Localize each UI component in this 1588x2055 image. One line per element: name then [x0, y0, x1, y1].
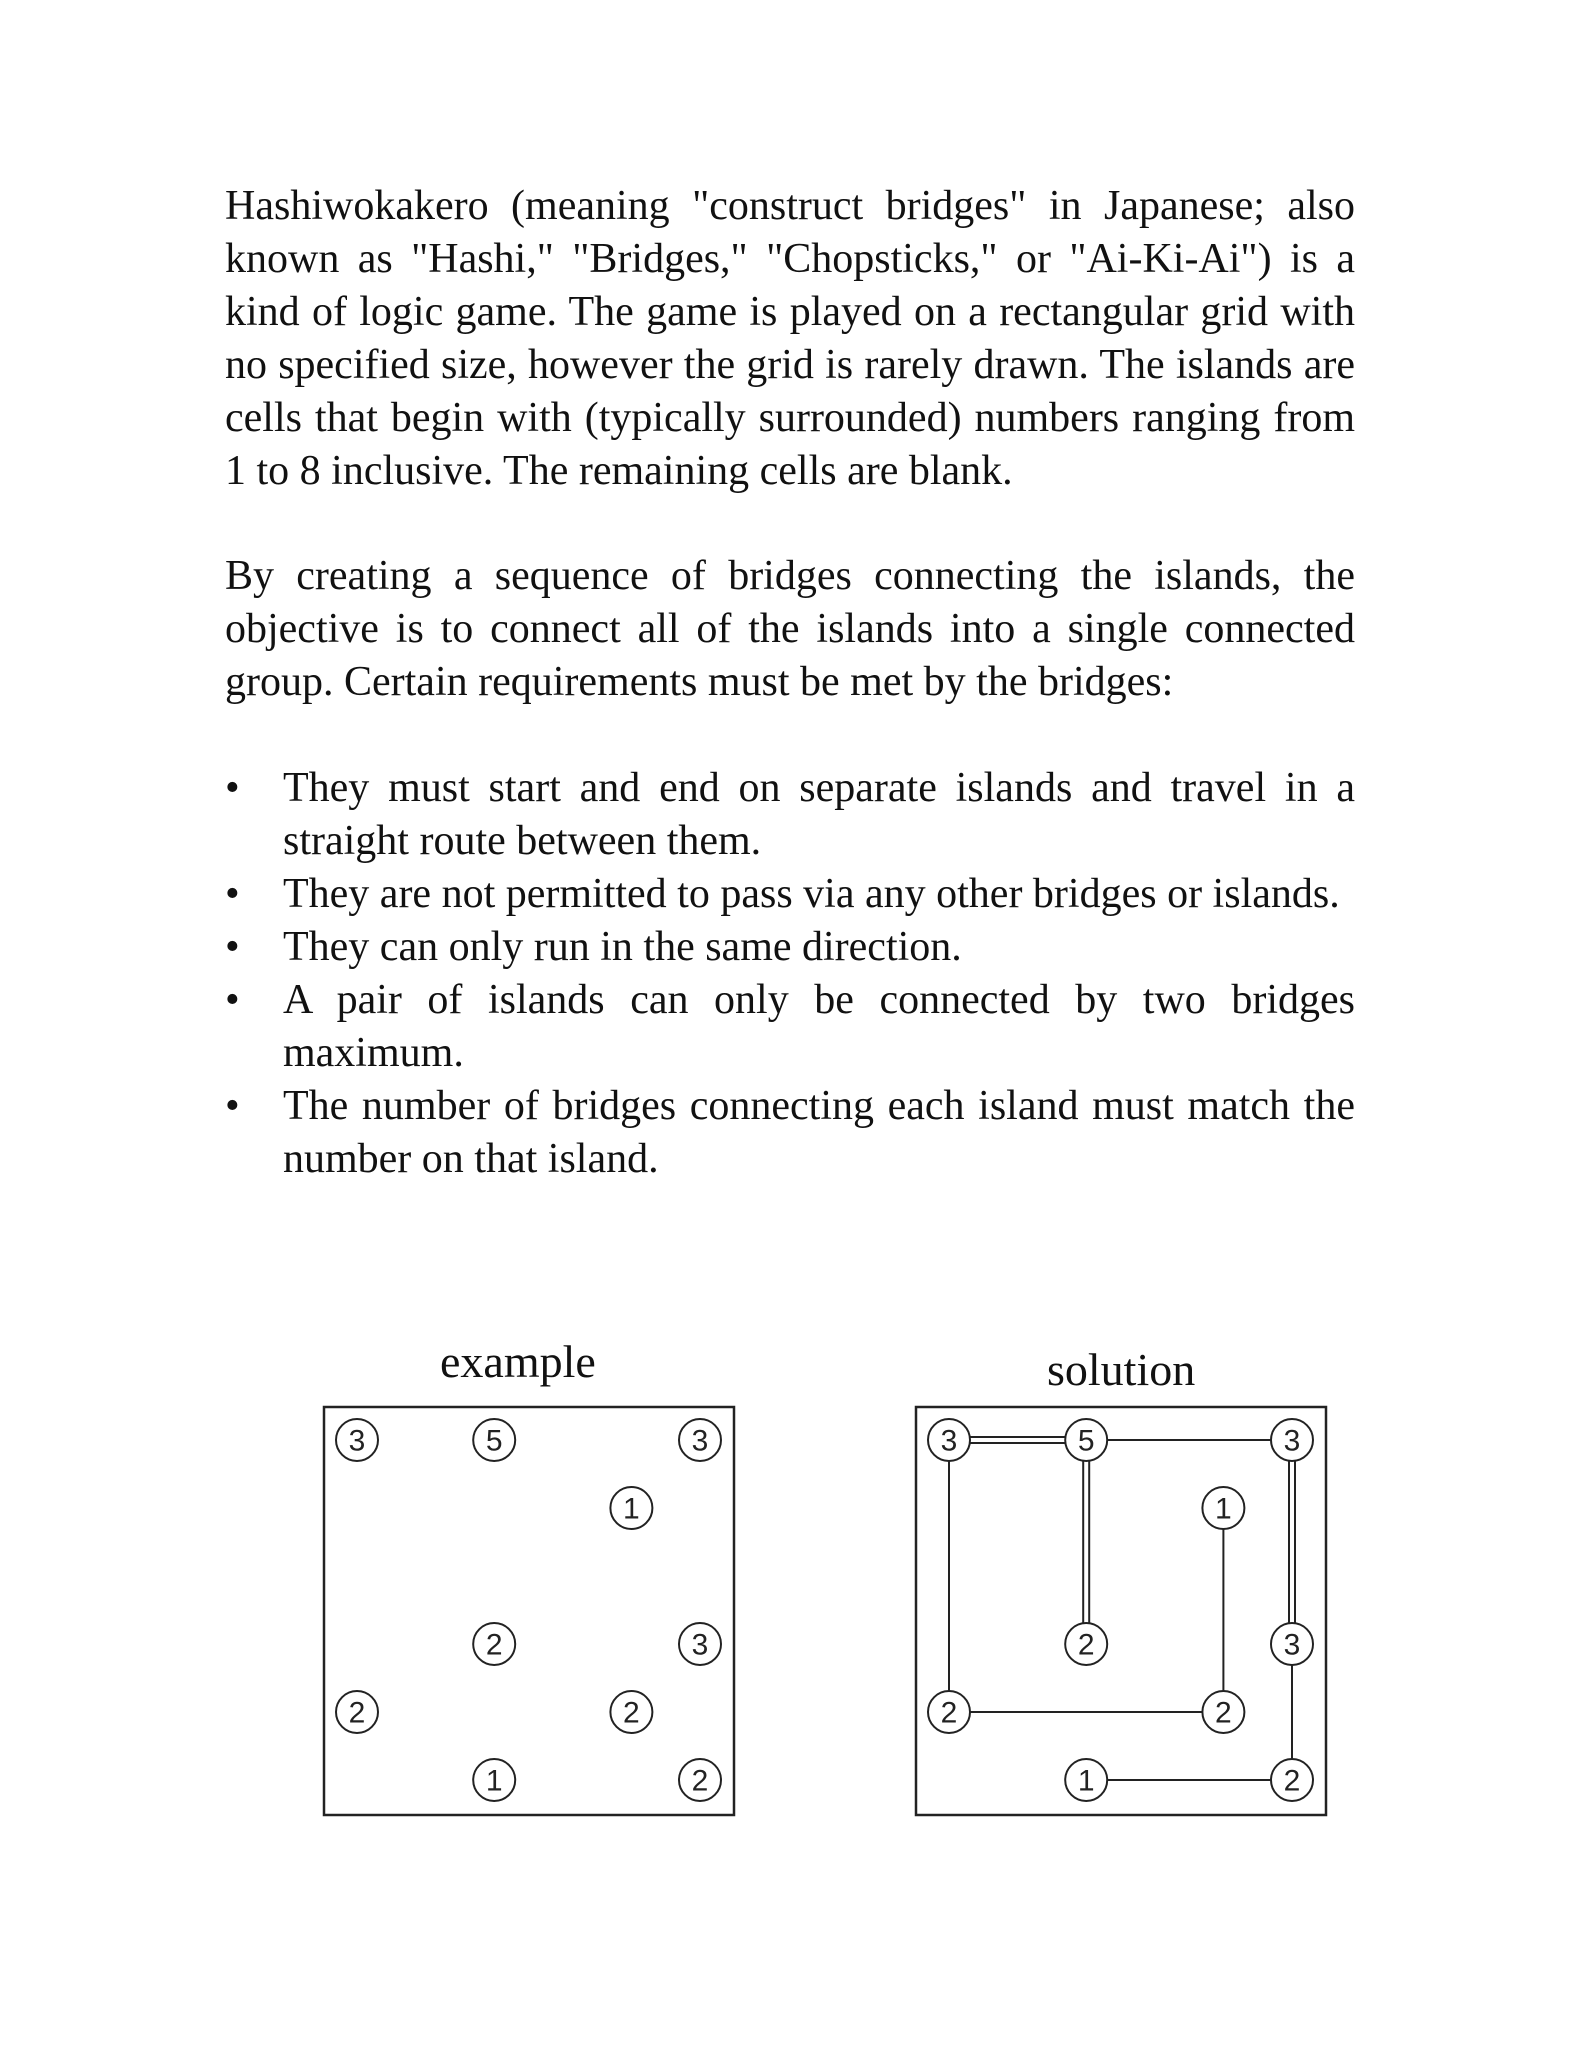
example-island-number: 2: [485, 1628, 503, 1662]
solution-island-3: [1271, 1419, 1313, 1461]
rule-item: [225, 921, 1355, 974]
solution-island-2: [1202, 1691, 1244, 1733]
solution-island-number: 3: [1283, 1628, 1301, 1662]
solution-island-3: [928, 1419, 970, 1461]
rule-text: The number of bridges connecting each island must match the number on that island.: [283, 1083, 1355, 1182]
example-island-number: 1: [485, 1764, 503, 1798]
example-island-number: 2: [623, 1696, 640, 1730]
solution-island-number: 1: [1077, 1764, 1095, 1798]
rule-text: A pair of islands can only be connected by two bridges maximum.: [283, 977, 1355, 1076]
example-island-number: 3: [691, 1424, 709, 1458]
rule-item: [225, 974, 1355, 1080]
example-island-2: [610, 1691, 652, 1733]
solution-island-1: [1065, 1759, 1107, 1801]
example-board-frame: [324, 1407, 734, 1815]
bullet-icon: •: [225, 871, 240, 917]
example-island-number: 3: [691, 1628, 709, 1662]
solution-board: [915, 1406, 1327, 1816]
example-island-1: [473, 1759, 515, 1801]
solution-bridges-layer: [949, 1437, 1295, 1780]
example-island-number: 5: [485, 1424, 503, 1458]
example-title: example: [440, 1336, 596, 1387]
bullet-icon: •: [225, 924, 240, 970]
intro-paragraph: Hashiwokakero (meaning "construct bridges" in Japanese; also known as "Hashi," "Bridges," "Chopsticks," or "Ai-Ki-Ai") is a kind of logic game. The game is played on a rectangular grid with no specified size, however the grid is rarely drawn. The islands are cells that begin with (typically surrounded) numbers ranging from 1 to 8 inclusive. The remaining cells are blank.: [225, 183, 1355, 494]
rules-list: [225, 762, 1355, 1186]
example-island-number: 1: [623, 1492, 640, 1526]
example-island-2: [473, 1623, 515, 1665]
solution-island-2: [1065, 1623, 1107, 1665]
example-island-number: 3: [348, 1424, 366, 1458]
solution-islands-layer: [928, 1419, 1313, 1801]
example-board: [323, 1406, 735, 1816]
solution-island-number: 2: [1283, 1764, 1301, 1798]
solution-island-2: [1271, 1759, 1313, 1801]
example-island-2: [679, 1759, 721, 1801]
bullet-icon: •: [225, 977, 240, 1023]
solution-island-number: 2: [1215, 1696, 1232, 1730]
example-islands-layer: [336, 1419, 721, 1801]
example-island-2: [336, 1691, 378, 1733]
rule-item: [225, 1080, 1355, 1186]
solution-island-number: 3: [940, 1424, 958, 1458]
solution-island-3: [1271, 1623, 1313, 1665]
example-island-5: [473, 1419, 515, 1461]
example-island-3: [679, 1419, 721, 1461]
solution-island-number: 2: [1077, 1628, 1095, 1662]
example-island-3: [679, 1623, 721, 1665]
example-island-number: 2: [348, 1696, 366, 1730]
solution-island-number: 1: [1215, 1492, 1232, 1526]
rule-text: They are not permitted to pass via any other bridges or islands.: [283, 871, 1340, 917]
example-island-3: [336, 1419, 378, 1461]
solution-island-5: [1065, 1419, 1107, 1461]
solution-title: solution: [1047, 1344, 1196, 1395]
example-island-number: 2: [691, 1764, 709, 1798]
example-island-1: [610, 1487, 652, 1529]
solution-board-frame: [916, 1407, 1326, 1815]
solution-island-1: [1202, 1487, 1244, 1529]
solution-island-number: 3: [1283, 1424, 1301, 1458]
rule-text: They can only run in the same direction.: [283, 924, 962, 970]
objective-paragraph: By creating a sequence of bridges connecting the islands, the objective is to connect all of the islands into a single connected group. Certain requirements must be met by the bridges:: [225, 553, 1355, 705]
solution-island-number: 2: [940, 1696, 958, 1730]
rule-text: They must start and end on separate islands and travel in a straight route between them.: [283, 765, 1355, 864]
solution-island-2: [928, 1691, 970, 1733]
bullet-icon: •: [225, 765, 240, 811]
rule-item: [225, 868, 1355, 921]
solution-island-number: 5: [1077, 1424, 1095, 1458]
rule-item: [225, 762, 1355, 868]
bullet-icon: •: [225, 1083, 240, 1129]
